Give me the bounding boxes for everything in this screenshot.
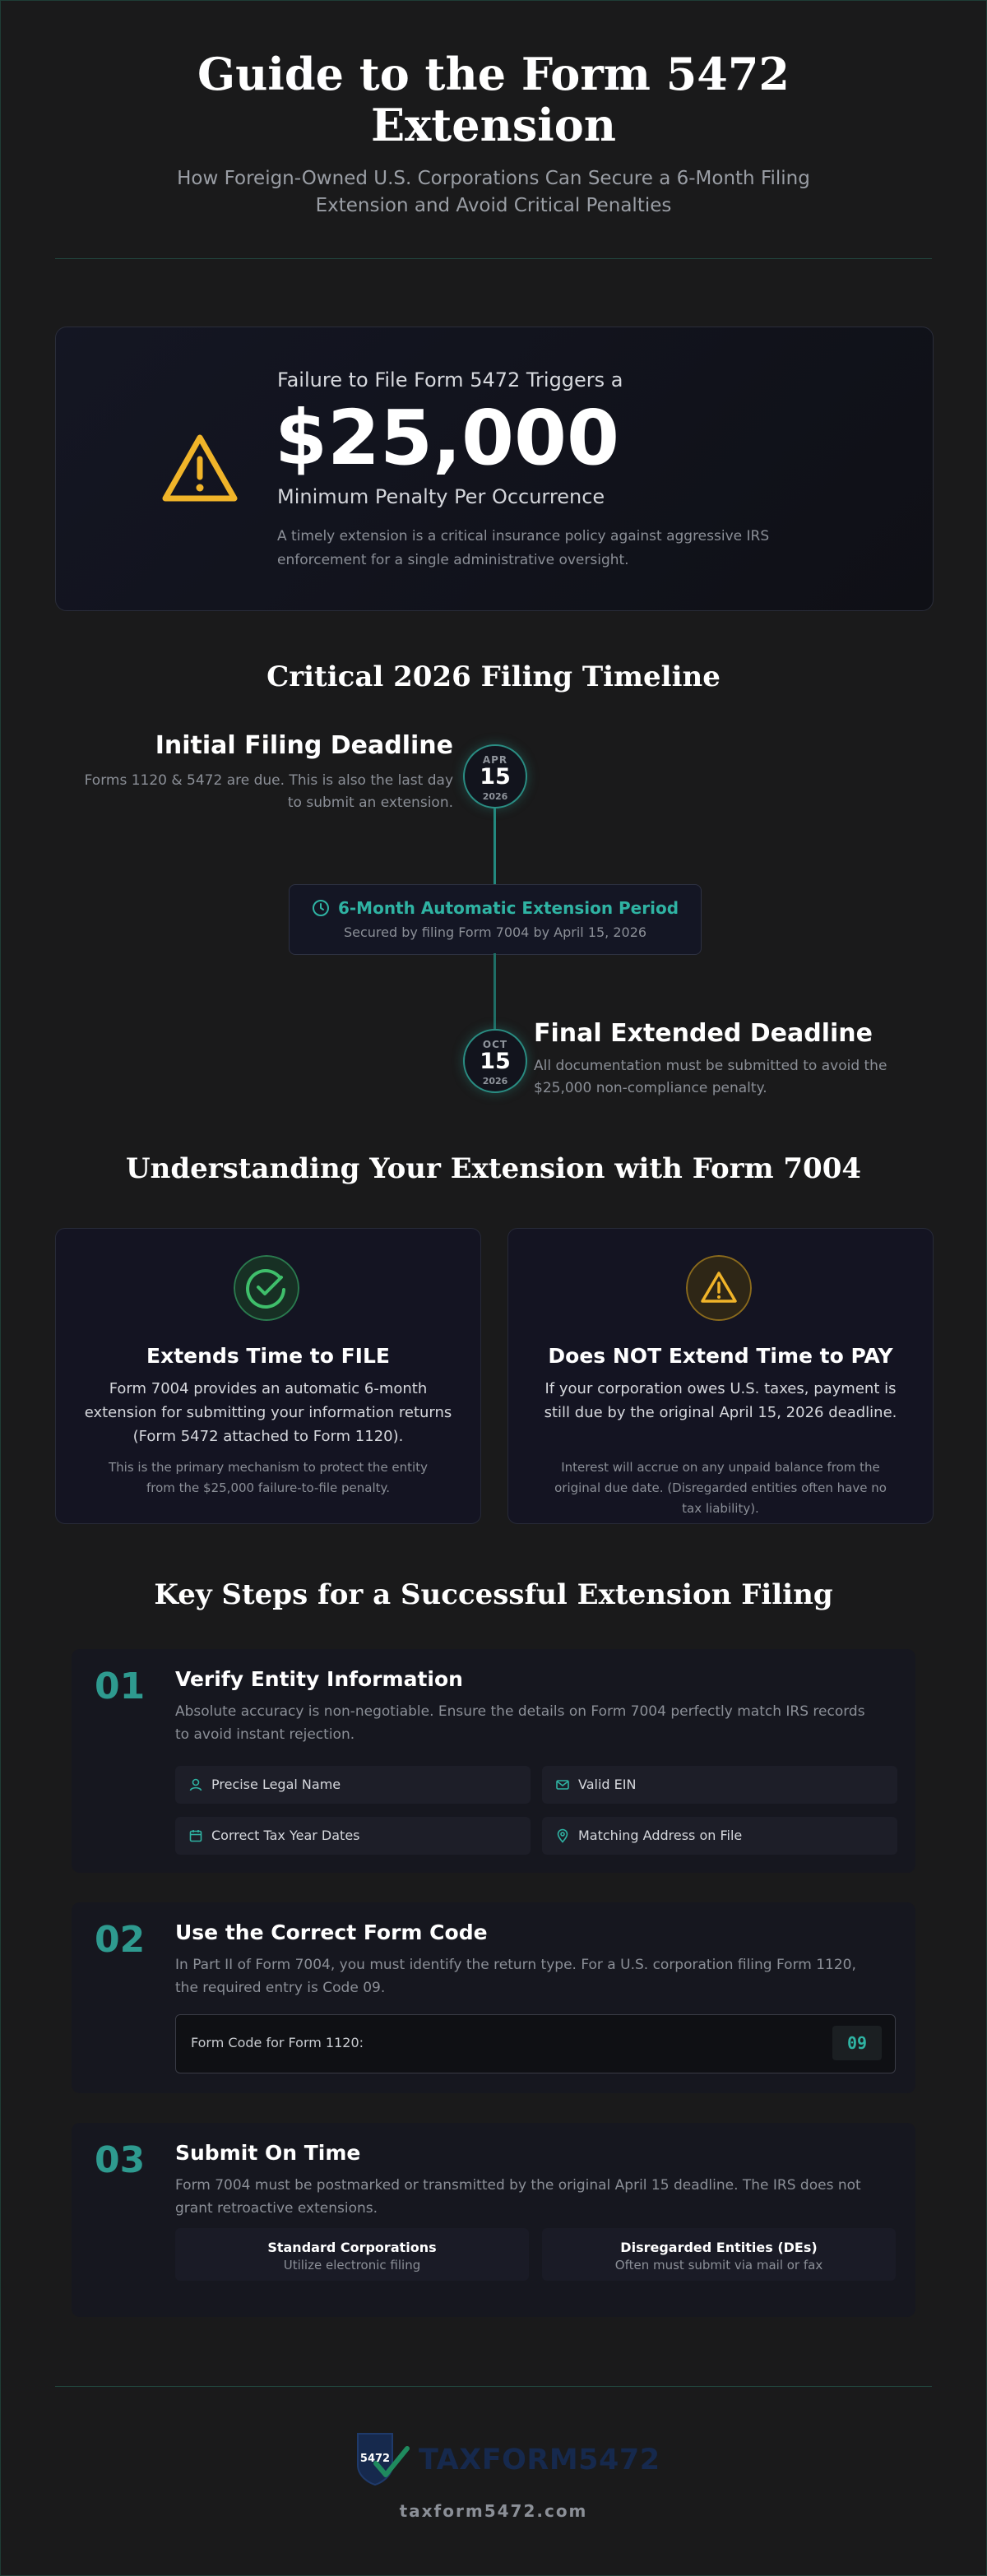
step-title: Verify Entity Information (175, 1667, 463, 1691)
title-line-1: Guide to the Form 5472 (197, 48, 790, 100)
clock-icon (312, 899, 330, 917)
extension-period-sub: Secured by filing Form 7004 by April 15, 2026 (343, 924, 647, 940)
step-number: 02 (95, 1919, 146, 1961)
requirement-chip (175, 1766, 531, 1804)
entity-type-sub: Often must submit via mail or fax (614, 2258, 823, 2273)
page-title (1, 49, 986, 151)
warning-triangle-icon (686, 1255, 752, 1321)
timeline-connector (494, 953, 496, 1029)
timeline-title: Critical 2026 Filing Timeline (266, 660, 721, 693)
card-note: Interest will accrue on any unpaid balance from the original due date. (Disregarded entities often have no tax liability). (554, 1460, 887, 1516)
entity-type-box (175, 2228, 529, 2281)
not-extend-pay-card (507, 1228, 934, 1524)
card-heading: Extends Time to FILE (146, 1344, 390, 1368)
step-title: Use the Correct Form Code (175, 1920, 488, 1944)
final-deadline-text: All documentation must be submitted to avoid the $25,000 non-compliance penalty. (534, 1058, 887, 1096)
entity-type-box (542, 2228, 896, 2281)
steps-title: Key Steps for a Successful Extension Filing (154, 1578, 833, 1611)
logo-wordmark: TAXFORM5472 (419, 2444, 660, 2476)
form-code-value: 09 (832, 2026, 882, 2060)
calendar-icon (188, 1828, 203, 1843)
entity-type-title: Disregarded Entities (DEs) (620, 2240, 818, 2255)
mail-icon (555, 1777, 570, 1792)
penalty-pretext: Failure to File Form 5472 Triggers a (277, 368, 623, 391)
date-badge-oct (463, 1029, 527, 1093)
logo-badge-text: 5472 (359, 2453, 391, 2465)
initial-deadline-text: Forms 1120 & 5472 are due. This is also the last day to submit an extension. (84, 772, 453, 811)
extension-period-box (289, 884, 702, 955)
chip-label: Correct Tax Year Dates (211, 1828, 360, 1843)
card-main-text: Form 7004 provides an automatic 6-month extension for submitting your information returns (Form 5472 attached to Form 1120). (84, 1380, 452, 1445)
step-card-1 (72, 1649, 915, 1873)
penalty-amount: $25,000 (275, 394, 620, 482)
chip-label: Valid EIN (578, 1777, 637, 1792)
date-month: APR (482, 754, 508, 766)
requirement-chip (542, 1817, 897, 1855)
step-card-2 (72, 1902, 915, 2093)
shield-check-icon (351, 2429, 412, 2488)
step-title: Submit On Time (175, 2141, 361, 2165)
step-number: 01 (95, 1666, 146, 1707)
taxform-logo (351, 2425, 660, 2491)
date-badge-apr (463, 744, 527, 808)
date-month: OCT (482, 1039, 508, 1050)
extension-period-title (290, 898, 701, 918)
footer-url-link[interactable]: taxform5472.com (399, 2501, 588, 2521)
timeline-connector (494, 808, 496, 884)
date-year: 2026 (482, 791, 508, 802)
divider (55, 258, 932, 259)
entity-type-title: Standard Corporations (267, 2240, 437, 2255)
step-card-3 (72, 2123, 915, 2317)
warning-triangle-icon (160, 433, 239, 503)
extension-period-label: 6-Month Automatic Extension Period (337, 898, 679, 918)
chip-label: Matching Address on File (578, 1828, 743, 1843)
date-day: 15 (480, 764, 511, 790)
card-note: This is the primary mechanism to protect the entity from the $25,000 failure-to-file penalty. (109, 1460, 428, 1495)
penalty-label: Minimum Penalty Per Occurrence (277, 485, 605, 508)
date-year: 2026 (482, 1076, 508, 1086)
card-main-text: If your corporation owes U.S. taxes, payment is still due by the original April 15, 2026 deadline. (544, 1380, 897, 1421)
user-icon (188, 1777, 203, 1792)
step-number: 03 (95, 2139, 146, 2181)
date-day: 15 (480, 1049, 511, 1074)
penalty-note: A timely extension is a critical insurance policy against aggressive IRS enforcement for a single administrative oversight. (277, 528, 770, 568)
form-code-box (175, 2014, 896, 2073)
form-code-label: Form Code for Form 1120: (191, 2035, 364, 2050)
entity-type-sub: Utilize electronic filing (283, 2258, 421, 2273)
page-subtitle: How Foreign-Owned U.S. Corporations Can Secure a 6-Month Filing Extension and Avoid Critical Penalties (177, 168, 810, 216)
initial-deadline-heading: Initial Filing Deadline (155, 731, 453, 760)
understanding-title: Understanding Your Extension with Form 7004 (125, 1152, 862, 1185)
chip-label: Precise Legal Name (211, 1777, 341, 1792)
extends-file-card (55, 1228, 481, 1524)
step-description: In Part II of Form 7004, you must identify the return type. For a U.S. corporation filing Form 1120, the required entry is Code 09. (175, 1957, 856, 1996)
penalty-card (55, 327, 934, 611)
step-description: Form 7004 must be postmarked or transmitted by the original April 15 deadline. The IRS does not grant retroactive extensions. (175, 2177, 861, 2217)
divider (55, 2386, 932, 2387)
title-line-2: Extension (370, 99, 617, 151)
map-pin-icon (555, 1828, 570, 1843)
requirement-chip (175, 1817, 531, 1855)
check-circle-icon (234, 1255, 299, 1321)
card-heading: Does NOT Extend Time to PAY (548, 1344, 893, 1368)
requirement-chip (542, 1766, 897, 1804)
step-description: Absolute accuracy is non-negotiable. Ensure the details on Form 7004 perfectly match IRS records to avoid instant rejection. (175, 1703, 865, 1743)
final-deadline-heading: Final Extended Deadline (534, 1019, 873, 1048)
